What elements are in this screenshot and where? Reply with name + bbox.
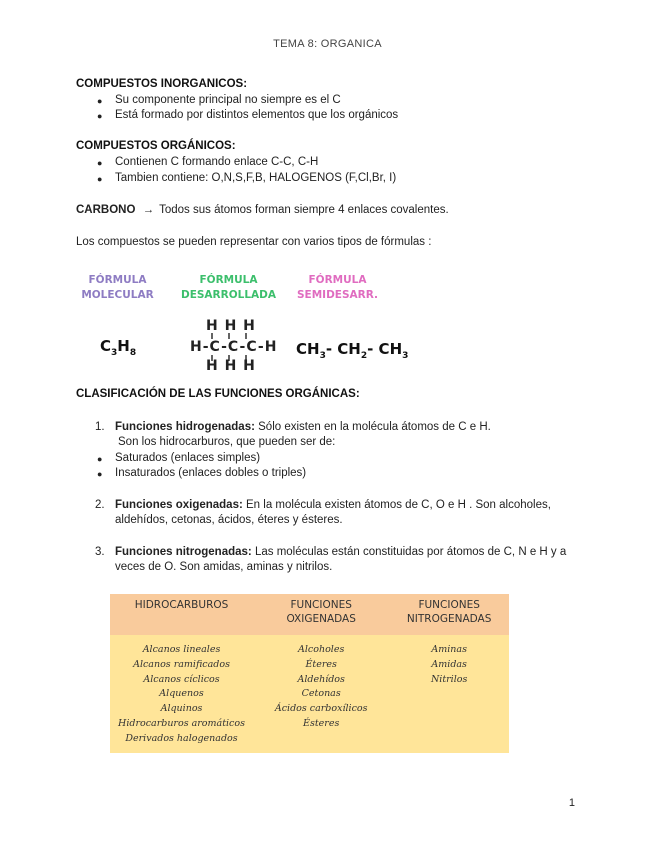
bullet-icon: ● <box>97 454 103 464</box>
header-cell-text: HIDROCARBUROS <box>134 599 229 611</box>
page-number: 1 <box>568 797 575 809</box>
label-desarrollada-line1: FÓRMULA <box>199 274 258 286</box>
list-item: Éteres <box>305 658 337 670</box>
list-item: Alcoholes <box>298 644 345 655</box>
struct-main-chain: H-C-C-C-H <box>190 339 278 355</box>
column-oxigenadas <box>253 635 389 753</box>
header-cell-text: NITROGENADAS <box>406 613 492 625</box>
molecular-h: H <box>117 337 130 355</box>
subitem-saturados: Saturados (enlaces simples) <box>115 452 261 464</box>
list-item: Nitrilos <box>430 673 468 685</box>
item-3-number: 3. <box>95 546 105 558</box>
item-1-number: 1. <box>95 421 105 433</box>
item-1-bold: Funciones hidrogenadas: <box>115 421 255 433</box>
molecular-c: C <box>100 337 112 355</box>
bullet-icon: ● <box>97 174 103 184</box>
carbono-label: CARBONO <box>76 204 136 216</box>
list-item: Aminas <box>431 644 467 655</box>
item-1-line2: Son los hidrocarburos, que pueden ser de: <box>118 436 336 448</box>
list-item: Hidrocarburos aromáticos <box>118 717 245 729</box>
list-item: Alcanos lineales <box>142 644 221 655</box>
list-item: Alcanos ramificados <box>133 658 230 670</box>
list-item: Ésteres <box>303 717 340 729</box>
inorganic-heading: COMPUESTOS INORGANICOS: <box>76 78 248 90</box>
list-item: Amidas <box>431 658 467 670</box>
struct-top-h: H H H <box>206 318 256 334</box>
label-desarrollada-line2: DESARROLLADA <box>180 289 277 301</box>
item-1-line1 <box>115 420 491 435</box>
bullet-icon: ● <box>97 96 103 106</box>
document-title: TEMA 8: ORGANICA <box>273 38 382 50</box>
table-header-row <box>110 594 509 635</box>
formulas-intro: Los compuestos se pueden representar con varios tipos de fórmulas : <box>76 236 432 248</box>
item-2-line2: aldehídos, cetonas, ácidos, éteres y ésteres. <box>115 514 343 526</box>
label-molecular-line2: MOLECULAR <box>81 289 154 301</box>
bullet-icon: ● <box>97 158 103 168</box>
organic-item-1: Contienen C formando enlace C-C, C-H <box>115 156 319 168</box>
label-molecular-line1: FÓRMULA <box>88 274 147 286</box>
item-2-text: En la molécula existen átomos de C, O e H . Son alcoholes, <box>246 499 551 511</box>
bullet-icon: ● <box>97 111 103 121</box>
item-3-bold: Funciones nitrogenadas: <box>115 546 252 558</box>
semi-sub-1: 3 <box>319 351 326 361</box>
arrow-icon: → <box>142 204 155 216</box>
label-semidesarr-line1: FÓRMULA <box>308 274 367 286</box>
list-item: Ácidos carboxílicos <box>274 703 368 715</box>
struct-bottom-h: H H H <box>206 358 256 374</box>
organic-heading: COMPUESTOS ORGÁNICOS: <box>76 140 236 152</box>
functions-table <box>110 594 509 753</box>
semi-ch3-b: - CH <box>367 340 403 358</box>
list-item: Derivados halogenados <box>125 732 238 744</box>
semi-ch3-a: CH <box>296 340 320 358</box>
molecular-c-sub: 3 <box>111 348 118 358</box>
inorganic-item-1: Su componente principal no siempre es el C <box>115 94 341 106</box>
column-hidrocarburos <box>110 635 253 753</box>
header-nitrogenadas <box>389 594 509 635</box>
organic-item-2: Tambien contiene: O,N,S,F,B, HALOGENOS (F,Cl,Br, I) <box>115 172 397 184</box>
item-2-bold: Funciones oxigenadas: <box>115 499 243 511</box>
item-3-line1 <box>115 545 566 560</box>
carbono-line <box>76 203 449 218</box>
classification-heading: CLASIFICACIÓN DE LAS FUNCIONES ORGÁNICAS: <box>76 388 360 400</box>
item-2-number: 2. <box>95 499 105 511</box>
table-row <box>110 635 509 753</box>
item-1-text: Sólo existen en la molécula átomos de C e H. <box>258 421 491 433</box>
header-cell-text: OXIGENADAS <box>286 613 356 625</box>
label-semidesarrollada <box>290 273 385 303</box>
bond-lines <box>205 332 265 364</box>
subitem-insaturados: Insaturados (enlaces dobles o triples) <box>115 467 307 479</box>
header-cell-text: FUNCIONES <box>290 599 352 611</box>
list-item: Cetonas <box>301 688 341 700</box>
header-cell-text: FUNCIONES <box>418 599 480 611</box>
label-desarrollada <box>176 273 281 303</box>
label-molecular <box>70 273 165 303</box>
header-oxigenadas <box>253 594 389 635</box>
semi-formula <box>296 340 408 361</box>
item-3-line2: veces de O. Son amidas, aminas y nitrilos. <box>115 561 333 573</box>
molecular-formula <box>100 337 136 358</box>
bullet-icon: ● <box>97 469 103 479</box>
semi-ch2: - CH <box>325 340 361 358</box>
molecular-h-sub: 8 <box>129 348 137 358</box>
semi-sub-3: 3 <box>402 351 409 361</box>
list-item: Alquenos <box>159 688 204 700</box>
label-semidesarr-line2: SEMIDESARR. <box>296 289 379 301</box>
item-2-line1 <box>115 498 551 513</box>
list-item: Alquinos <box>160 703 203 715</box>
item-3-text: Las moléculas están constituidas por átomos de C, N e H y a <box>254 546 567 558</box>
list-item: Aldehídos <box>297 673 345 685</box>
inorganic-item-2: Está formado por distintos elementos que los orgánicos <box>115 109 399 121</box>
list-item: Alcanos cíclicos <box>143 673 220 685</box>
header-hidrocarburos <box>110 594 253 635</box>
carbono-text: Todos sus átomos forman siempre 4 enlaces covalentes. <box>159 204 449 216</box>
column-nitrogenadas <box>389 635 509 753</box>
semi-sub-2: 2 <box>360 351 368 361</box>
